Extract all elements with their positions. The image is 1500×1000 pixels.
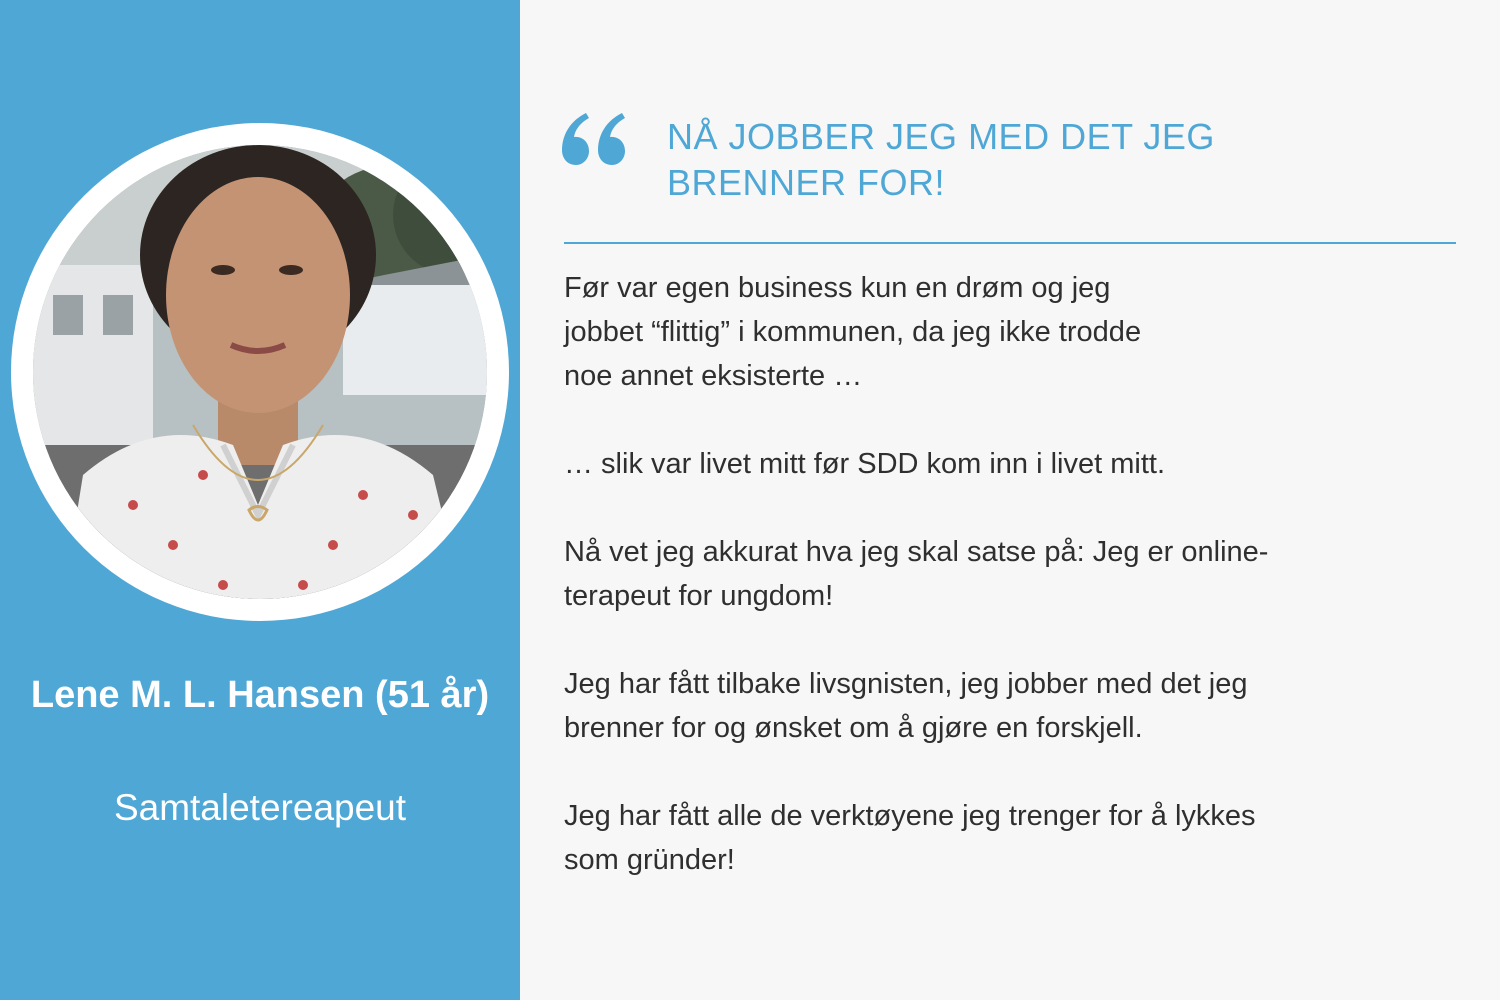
portrait-illustration — [33, 145, 487, 599]
quote-body — [564, 266, 1464, 926]
quote-paragraph: … slik var livet mitt før SDD kom inn i livet mitt. — [564, 448, 1166, 480]
person-role: Samtaletereapeut — [113, 787, 407, 828]
quote-headline: NÅ JOBBER JEG MED DET JEG BRENNER FOR! — [667, 116, 1215, 203]
person-name: Lene M. L. Hansen (51 år) — [30, 674, 490, 716]
divider — [564, 242, 1456, 244]
quote-paragraph: Jeg har fått alle de verktøyene jeg trenger for å lykkes som gründer! — [564, 800, 1256, 876]
avatar-frame — [11, 123, 509, 621]
portrait-photo — [33, 145, 487, 599]
quote-paragraph: Jeg har fått tilbake livsgnisten, jeg jobber med det jeg brenner for og ønsket om å gjøre en forskjell. — [564, 668, 1248, 744]
profile-panel — [0, 0, 520, 1000]
quote-paragraph: Før var egen business kun en drøm og jeg jobbet “flittig” i kommunen, da jeg ikke trodde noe annet eksisterte … — [564, 272, 1142, 392]
quote-icon — [562, 113, 626, 165]
quote-paragraph: Nå vet jeg akkurat hva jeg skal satse på: Jeg er online- terapeut for ungdom! — [564, 536, 1269, 612]
